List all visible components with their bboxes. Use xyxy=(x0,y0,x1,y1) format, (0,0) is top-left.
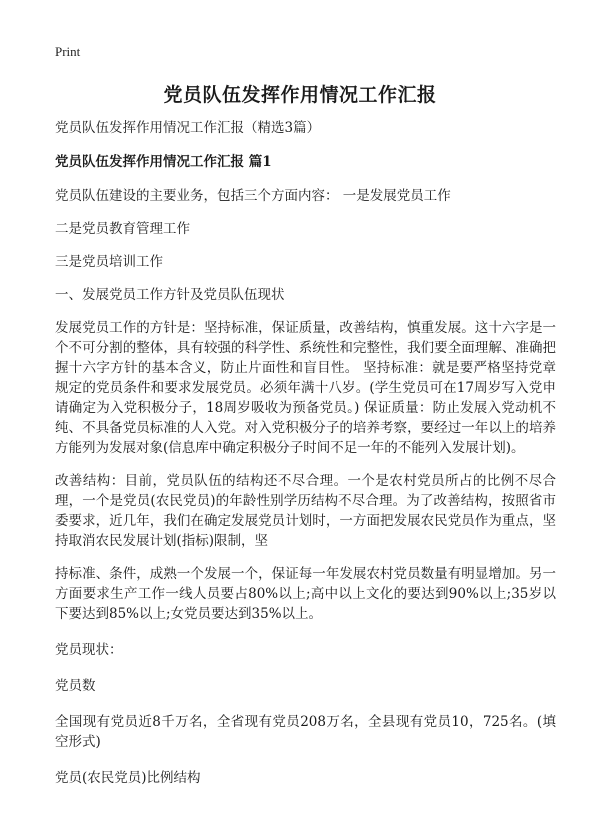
paragraph: 二是党员教育管理工作 xyxy=(55,221,190,237)
document-body xyxy=(55,118,556,801)
paragraph: 发展党员工作的方针是：坚持标准，保证质量，改善结构，慎重发展。这十六字是一个不可分割的整体，具有较强的科学性、系统性和完整性，我们要全面理解、准确把握十六字方针的基本含义，防止片面性和盲目性。 坚持标准：就是要严格坚持党章规定的党员条件和要求发展党员。必须年满十八岁。(学生党员可在17周岁写入党申请确定为入党积极分子，18周岁吸收为预备党员。) 保证质量：防止发展入党动机不纯、不具备党员标准的人入党。对入党积极分子的培养考察，要经过一年以上的培养方能列为发展对象(信息库中确定积极分子时间不足一年的不能列入发展计划)。 xyxy=(55,320,556,456)
document-subtitle: 党员队伍发挥作用情况工作汇报（精选3篇） xyxy=(55,120,321,136)
paragraph: 党员(农民党员)比例结构 xyxy=(55,770,201,786)
print-link[interactable]: Print xyxy=(55,44,81,59)
page-title: 党员队伍发挥作用情况工作汇报 xyxy=(163,84,437,106)
paragraph: 党员现状： xyxy=(55,642,123,658)
paragraph: 持标准、条件，成熟一个发展一个，保证每一年发展农村党员数量有明显增加。另一方面要求生产工作一线人员要占80%以上;高中以上文化的要达到90%以上;35岁以下要达到85%以上;女党员要达到35%以上。 xyxy=(55,566,556,622)
paragraph: 党员数 xyxy=(55,678,96,694)
section-heading: 党员队伍发挥作用情况工作汇报 篇1 xyxy=(55,154,272,170)
paragraph: 改善结构：目前，党员队伍的结构还不尽合理。一个是农村党员所占的比例不尽合理，一个是党员(农民党员)的年龄性别学历结构不尽合理。为了改善结构，按照省市委要求，近几年，我们在确定发展党员计划时，一方面把发展农民党员作为重点，坚持取消农民发展计划(指标)限制，坚 xyxy=(55,473,556,549)
paragraph: 全国现有党员近8千万名，全省现有党员208万名，全县现有党员10，725名。(填空形式) xyxy=(55,714,556,750)
paragraph: 党员队伍建设的主要业务，包括三个方面内容： 一是发展党员工作 xyxy=(55,188,451,204)
paragraph: 三是党员培训工作 xyxy=(55,254,163,270)
paragraph: 一、发展党员工作方针及党员队伍现状 xyxy=(55,287,285,303)
